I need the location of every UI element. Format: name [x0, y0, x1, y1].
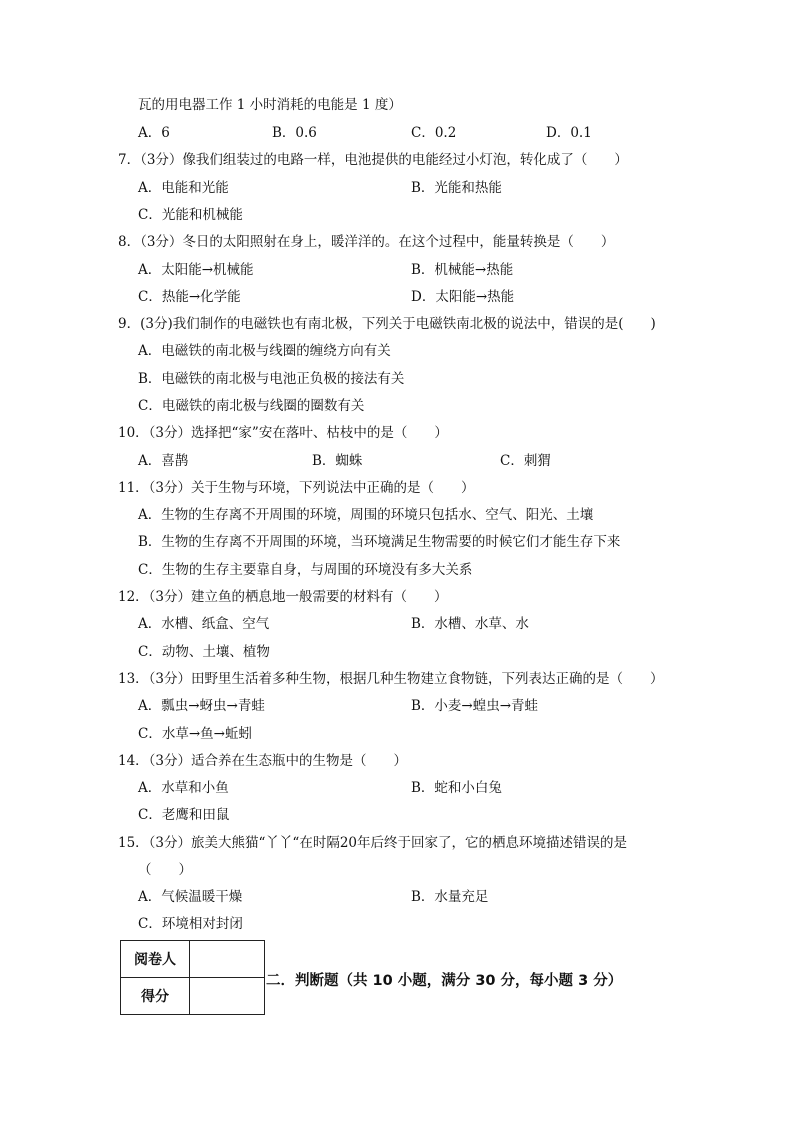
q11-option-b: B．生物的生存离不开周围的环境，当环境满足生物需要的时候它们才能生存下来 — [138, 534, 621, 550]
score-table — [120, 940, 265, 1015]
q15-text: 15．（3分）旅美大熊猫“丫丫“在时隔20年后终于回家了，它的栖息环境描述错误的是 — [118, 835, 627, 851]
q15-option-a: A．气候温暖干燥 — [138, 889, 243, 905]
q9-option-b: B．电磁铁的南北极与电池正负极的接法有关 — [138, 371, 405, 387]
q15-option-c: C．环境相对封闭 — [138, 916, 243, 932]
q9-text: 9．(3分)我们制作的电磁铁也有南北极，下列关于电磁铁南北极的说法中，错误的是( ) — [118, 316, 656, 332]
q14-option-b: B．蛇和小白兔 — [411, 780, 502, 796]
score-label: 得分 — [121, 978, 190, 1015]
q10-option-b: B．蜘蛛 — [312, 453, 363, 469]
q10-text: 10．（3分）选择把“家”安在落叶、枯枝中的是（ ） — [118, 425, 448, 441]
q6-option-b: B．0.6 — [272, 125, 317, 141]
q8-text: 8．（3分）冬日的太阳照射在身上，暖洋洋的。在这个过程中，能量转换是（ ） — [118, 234, 615, 250]
q15-answer-blank: （ ） — [138, 862, 192, 878]
score-cell[interactable] — [190, 978, 265, 1015]
question-continuation: 瓦的用电器工作 1 小时消耗的电能是 1 度） — [138, 97, 402, 113]
q7-text: 7．（3分）像我们组装过的电路一样，电池提供的电能经过小灯泡，转化成了（ ） — [118, 152, 628, 168]
q13-option-c: C．水草→鱼→蚯蚓 — [138, 726, 252, 742]
q10-option-c: C．刺猬 — [500, 453, 551, 469]
q12-option-c: C．动物、土壤、植物 — [138, 644, 270, 660]
q8-option-d: D．太阳能→热能 — [411, 289, 515, 305]
q11-option-c: C．生物的生存主要靠自身，与周围的环境没有多大关系 — [138, 562, 473, 578]
reviewer-label: 阅卷人 — [121, 941, 190, 978]
q11-option-a: A．生物的生存离不开周围的环境，周围的环境只包括水、空气、阳光、土壤 — [138, 507, 594, 523]
q14-option-a: A．水草和小鱼 — [138, 780, 229, 796]
q8-option-c: C．热能→化学能 — [138, 289, 241, 305]
q6-option-c: C．0.2 — [411, 125, 457, 141]
q9-option-c: C．电磁铁的南北极与线圈的圈数有关 — [138, 398, 365, 414]
q6-option-a: A．6 — [138, 125, 170, 141]
q12-text: 12．（3分）建立鱼的栖息地一般需要的材料有（ ） — [118, 589, 448, 605]
q9-option-a: A．电磁铁的南北极与线圈的缠绕方向有关 — [138, 343, 391, 359]
q12-option-b: B．水槽、水草、水 — [411, 616, 529, 632]
q8-option-b: B．机械能→热能 — [411, 262, 514, 278]
q11-text: 11．（3分）关于生物与环境，下列说法中正确的是（ ） — [118, 480, 475, 496]
q14-option-c: C．老鹰和田鼠 — [138, 807, 230, 823]
section-title: 二．判断题（共 10 小题，满分 30 分，每小题 3 分） — [266, 973, 623, 989]
q10-option-a: A．喜鹊 — [138, 453, 189, 469]
q7-option-a: A．电能和光能 — [138, 180, 229, 196]
reviewer-cell[interactable] — [190, 941, 265, 978]
q13-text: 13．（3分）田野里生活着多种生物，根据几种生物建立食物链，下列表达正确的是（ ） — [118, 671, 664, 687]
q15-option-b: B．水量充足 — [411, 889, 489, 905]
q13-option-b: B．小麦→蝗虫→青蛙 — [411, 698, 539, 714]
q12-option-a: A．水槽、纸盒、空气 — [138, 616, 270, 632]
q13-option-a: A．瓢虫→蚜虫→青蛙 — [138, 698, 265, 714]
q7-option-c: C．光能和机械能 — [138, 207, 243, 223]
q7-option-b: B．光能和热能 — [411, 180, 502, 196]
q14-text: 14．（3分）适合养在生态瓶中的生物是（ ） — [118, 753, 408, 769]
q8-option-a: A．太阳能→机械能 — [138, 262, 254, 278]
q6-option-d: D．0.1 — [546, 125, 592, 141]
